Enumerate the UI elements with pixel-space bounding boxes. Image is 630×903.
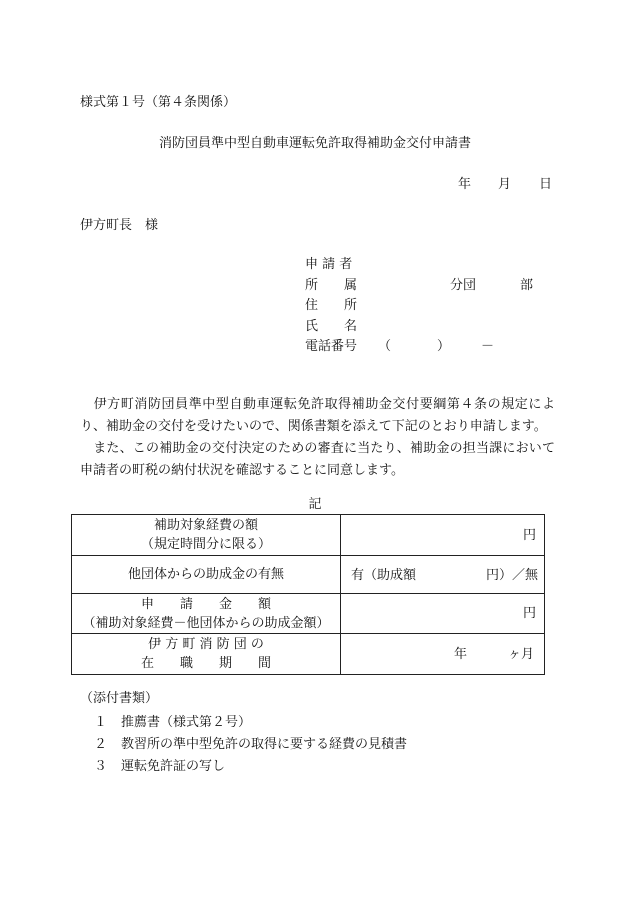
address-label: 住 所 [305,298,358,313]
document-title: 消防団員準中型自動車運転免許取得補助金交付申請書 [158,136,471,151]
phone-close-paren: ） [437,339,451,354]
attachment-text: 教習所の準中型免許の取得に要する経費の見積書 [121,737,408,752]
attachment-text: 推薦書（様式第２号） [121,715,252,730]
other-grant-value[interactable] [341,556,545,594]
applicant-header: 申 請 者 [305,257,353,272]
address-row [305,297,363,315]
affiliation-row [305,277,363,295]
name-label: 氏 名 [305,319,358,334]
phone-row [305,338,363,356]
tenure-label-line1: 伊 方 町 消 防 団 の [148,637,264,652]
table-row [72,556,545,594]
application-amount-value[interactable] [341,594,545,634]
subsidy-expense-label-line1: 補助対象経費の額 [153,518,258,533]
division-unit-label: 部 [520,278,534,293]
phone-open-paren: （ [378,339,392,354]
name-row [305,318,363,336]
application-amount-label-line1: 申 請 金 額 [140,596,271,612]
body-paragraph-1: 伊方町消防団員準中型自動車運転免許取得補助金交付要綱第４条の規定により、補助金の交付を受けたいので、関係書類を添えて下記のとおり申請します。 [80,397,555,434]
subsidy-expense-value[interactable] [341,515,545,556]
ki-heading: 記 [308,497,322,512]
attachments-header: （添付書類） [80,691,159,706]
body-paragraph-2: また、この補助金の交付決定のための審査に当たり、補助金の担当課において申請者の町税の納付状況を確認することに同意します。 [80,441,555,478]
date-year-label: 年 [458,177,472,192]
attachment-item [94,714,251,732]
addressee: 伊方町長 様 [80,218,159,233]
attachment-text: 運転免許証の写し [121,759,226,774]
tenure-value[interactable] [341,634,545,675]
tenure-month-unit: ヶ月 [507,647,534,662]
yen-unit: 円 [522,527,536,543]
form-number: 様式第１号（第４条関係） [80,95,237,110]
application-amount-label [72,594,341,634]
attachment-item [94,736,407,754]
tenure-year-unit: 年 [454,647,468,662]
yen-unit: 円 [522,606,536,621]
affiliation-label: 所 属 [305,278,358,293]
other-grant-label: 他団体からの助成金の有無 [72,556,341,594]
table-row [72,594,545,634]
attachment-number: ２ [94,737,108,752]
phone-label: 電話番号 [305,339,358,354]
date-month-label: 月 [498,177,512,192]
tenure-label [72,634,341,675]
application-table [71,514,545,675]
date-day-label: 日 [539,177,553,192]
phone-dash: － [481,339,495,354]
attachment-number: ３ [94,759,108,774]
application-amount-label-line2: （補助対象経費－他団体からの助成金額） [82,615,330,631]
table-row [72,634,545,675]
branch-unit-label: 分団 [450,278,477,293]
other-grant-suffix: 円）／無 [485,568,538,583]
attachment-number: １ [94,715,108,730]
table-row [72,515,545,556]
attachment-item [94,758,225,776]
tenure-label-line2: 在 職 期 間 [140,656,271,671]
other-grant-prefix: 有（助成額 [351,568,417,583]
subsidy-expense-label [72,515,341,556]
subsidy-expense-label-line2: （規定時間分に限る） [140,537,271,552]
